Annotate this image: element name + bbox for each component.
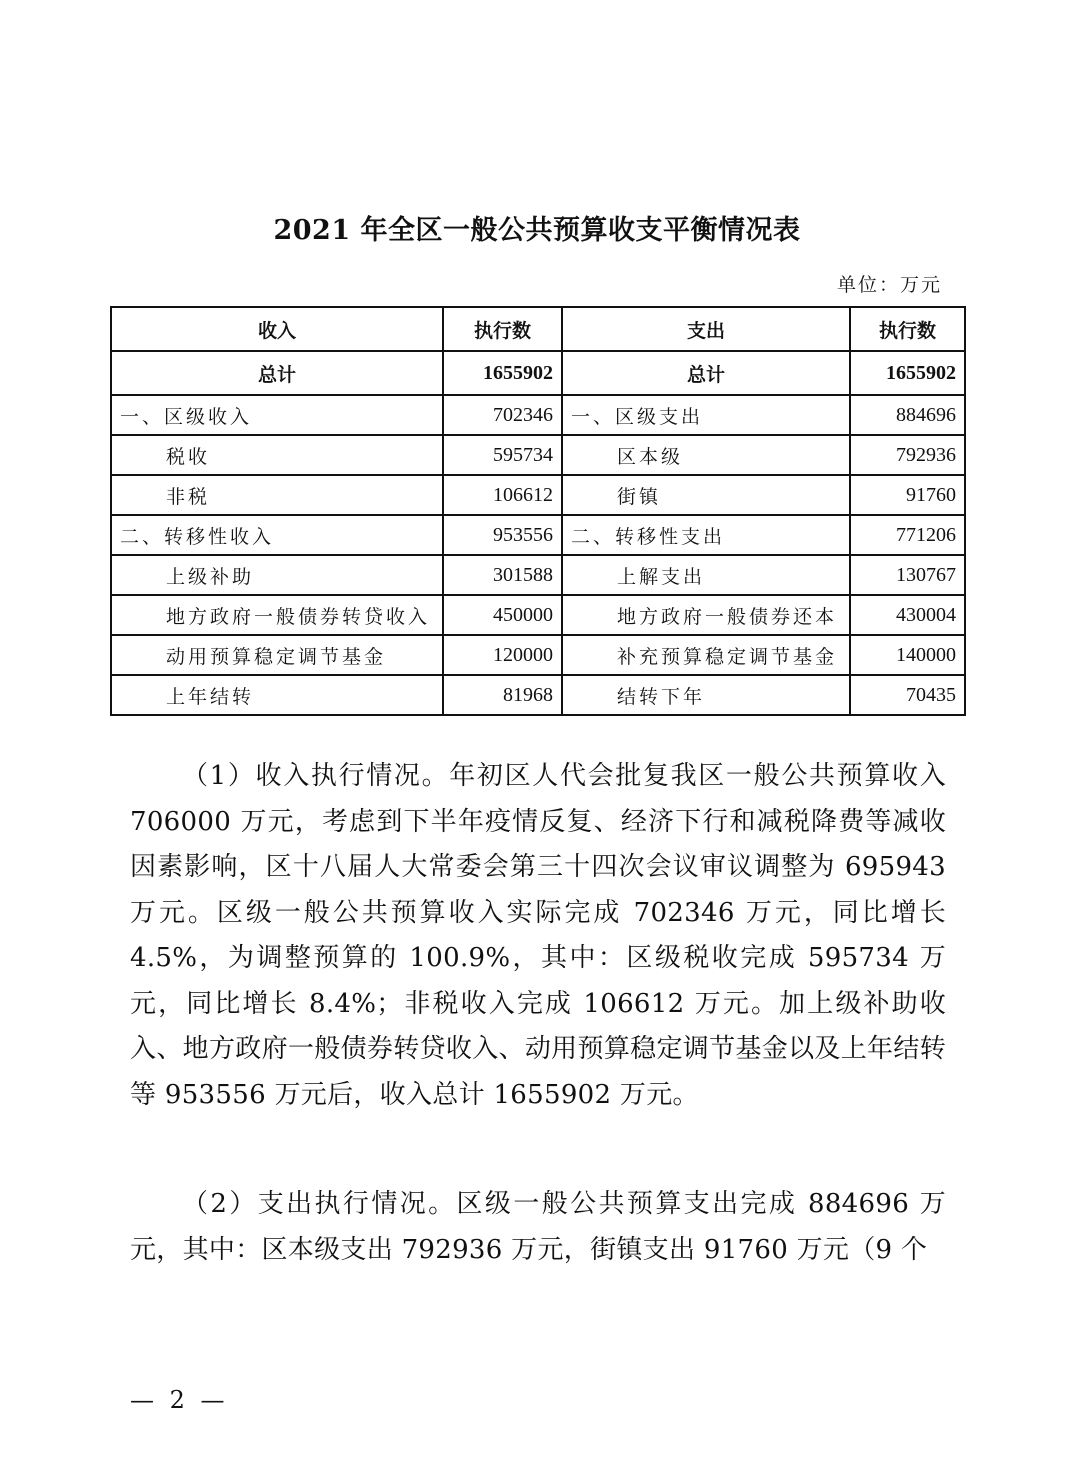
total-expense-label: 总计 (562, 351, 850, 395)
expense-value-cell: 792936 (850, 435, 965, 475)
header-income-value: 执行数 (443, 307, 562, 351)
income-value-cell: 702346 (443, 395, 562, 435)
expense-value-cell: 884696 (850, 395, 965, 435)
expense-value-cell: 70435 (850, 675, 965, 715)
table-row (111, 635, 965, 675)
total-income-label: 总计 (111, 351, 443, 395)
header-income: 收入 (111, 307, 443, 351)
expense-value-cell: 771206 (850, 515, 965, 555)
table-row (111, 675, 965, 715)
expense-label-cell: 区本级 (562, 435, 850, 475)
expense-label-cell: 结转下年 (562, 675, 850, 715)
expense-value-cell: 430004 (850, 595, 965, 635)
income-value-cell: 450000 (443, 595, 562, 635)
expense-value-cell: 130767 (850, 555, 965, 595)
income-value-cell: 120000 (443, 635, 562, 675)
expense-value-cell: 91760 (850, 475, 965, 515)
income-value-cell: 953556 (443, 515, 562, 555)
income-label-cell: 非税 (111, 475, 443, 515)
income-label-cell: 上年结转 (111, 675, 443, 715)
expense-label-cell: 补充预算稳定调节基金 (562, 635, 850, 675)
income-label-cell: 税收 (111, 435, 443, 475)
budget-table (110, 306, 966, 716)
paragraph-expense: （2）支出执行情况。区级一般公共预算支出完成 884696 万元，其中：区本级支出 792936 万元，街镇支出 91760 万元（9 个 (130, 1189, 946, 1265)
expense-label-cell: 街镇 (562, 475, 850, 515)
expense-label-cell: 上解支出 (562, 555, 850, 595)
income-label-cell: 地方政府一般债券转贷收入 (111, 595, 443, 635)
income-value-cell: 81968 (443, 675, 562, 715)
expense-label-cell: 地方政府一般债券还本 (562, 595, 850, 635)
income-label-cell: 上级补助 (111, 555, 443, 595)
paragraph-income: （1）收入执行情况。年初区人代会批复我区一般公共预算收入 706000 万元，考虑到下半年疫情反复、经济下行和减税降费等减收因素影响，区十八届人大常委会第三十四次会议审议调整为 695943 万元。区级一般公共预算收入实际完成 702346 万元，同比增长 4.5%，为调整预算的 100.9%，其中：区级税收完成 595734 万元，同比增长 8.4%；非税收入完成 106612 万元。加上级补助收入、地方政府一般债券转贷收入、动用预算稳定调节基金以及上年结转等 953556 万元后，收入总计 1655902 万元。 (130, 761, 946, 1110)
income-value-cell: 301588 (443, 555, 562, 595)
header-expense-value: 执行数 (850, 307, 965, 351)
table-row (111, 475, 965, 515)
page-number: — 2 — (130, 1386, 229, 1414)
total-row (111, 351, 965, 395)
expense-value-cell: 140000 (850, 635, 965, 675)
header-expense: 支出 (562, 307, 850, 351)
table-header-row (111, 307, 965, 351)
income-label-cell: 动用预算稳定调节基金 (111, 635, 443, 675)
table-row (111, 435, 965, 475)
expense-label-cell: 一、区级支出 (562, 395, 850, 435)
unit-label: 单位：万元 (836, 274, 942, 296)
expense-label-cell: 二、转移性支出 (562, 515, 850, 555)
table-row (111, 395, 965, 435)
table-row (111, 595, 965, 635)
document-title: 2021 年全区一般公共预算收支平衡情况表 (273, 215, 801, 246)
table-row (111, 515, 965, 555)
income-label-cell: 一、区级收入 (111, 395, 443, 435)
table-row (111, 555, 965, 595)
total-income-value: 1655902 (443, 351, 562, 395)
income-value-cell: 106612 (443, 475, 562, 515)
total-expense-value: 1655902 (850, 351, 965, 395)
income-label-cell: 二、转移性收入 (111, 515, 443, 555)
income-value-cell: 595734 (443, 435, 562, 475)
